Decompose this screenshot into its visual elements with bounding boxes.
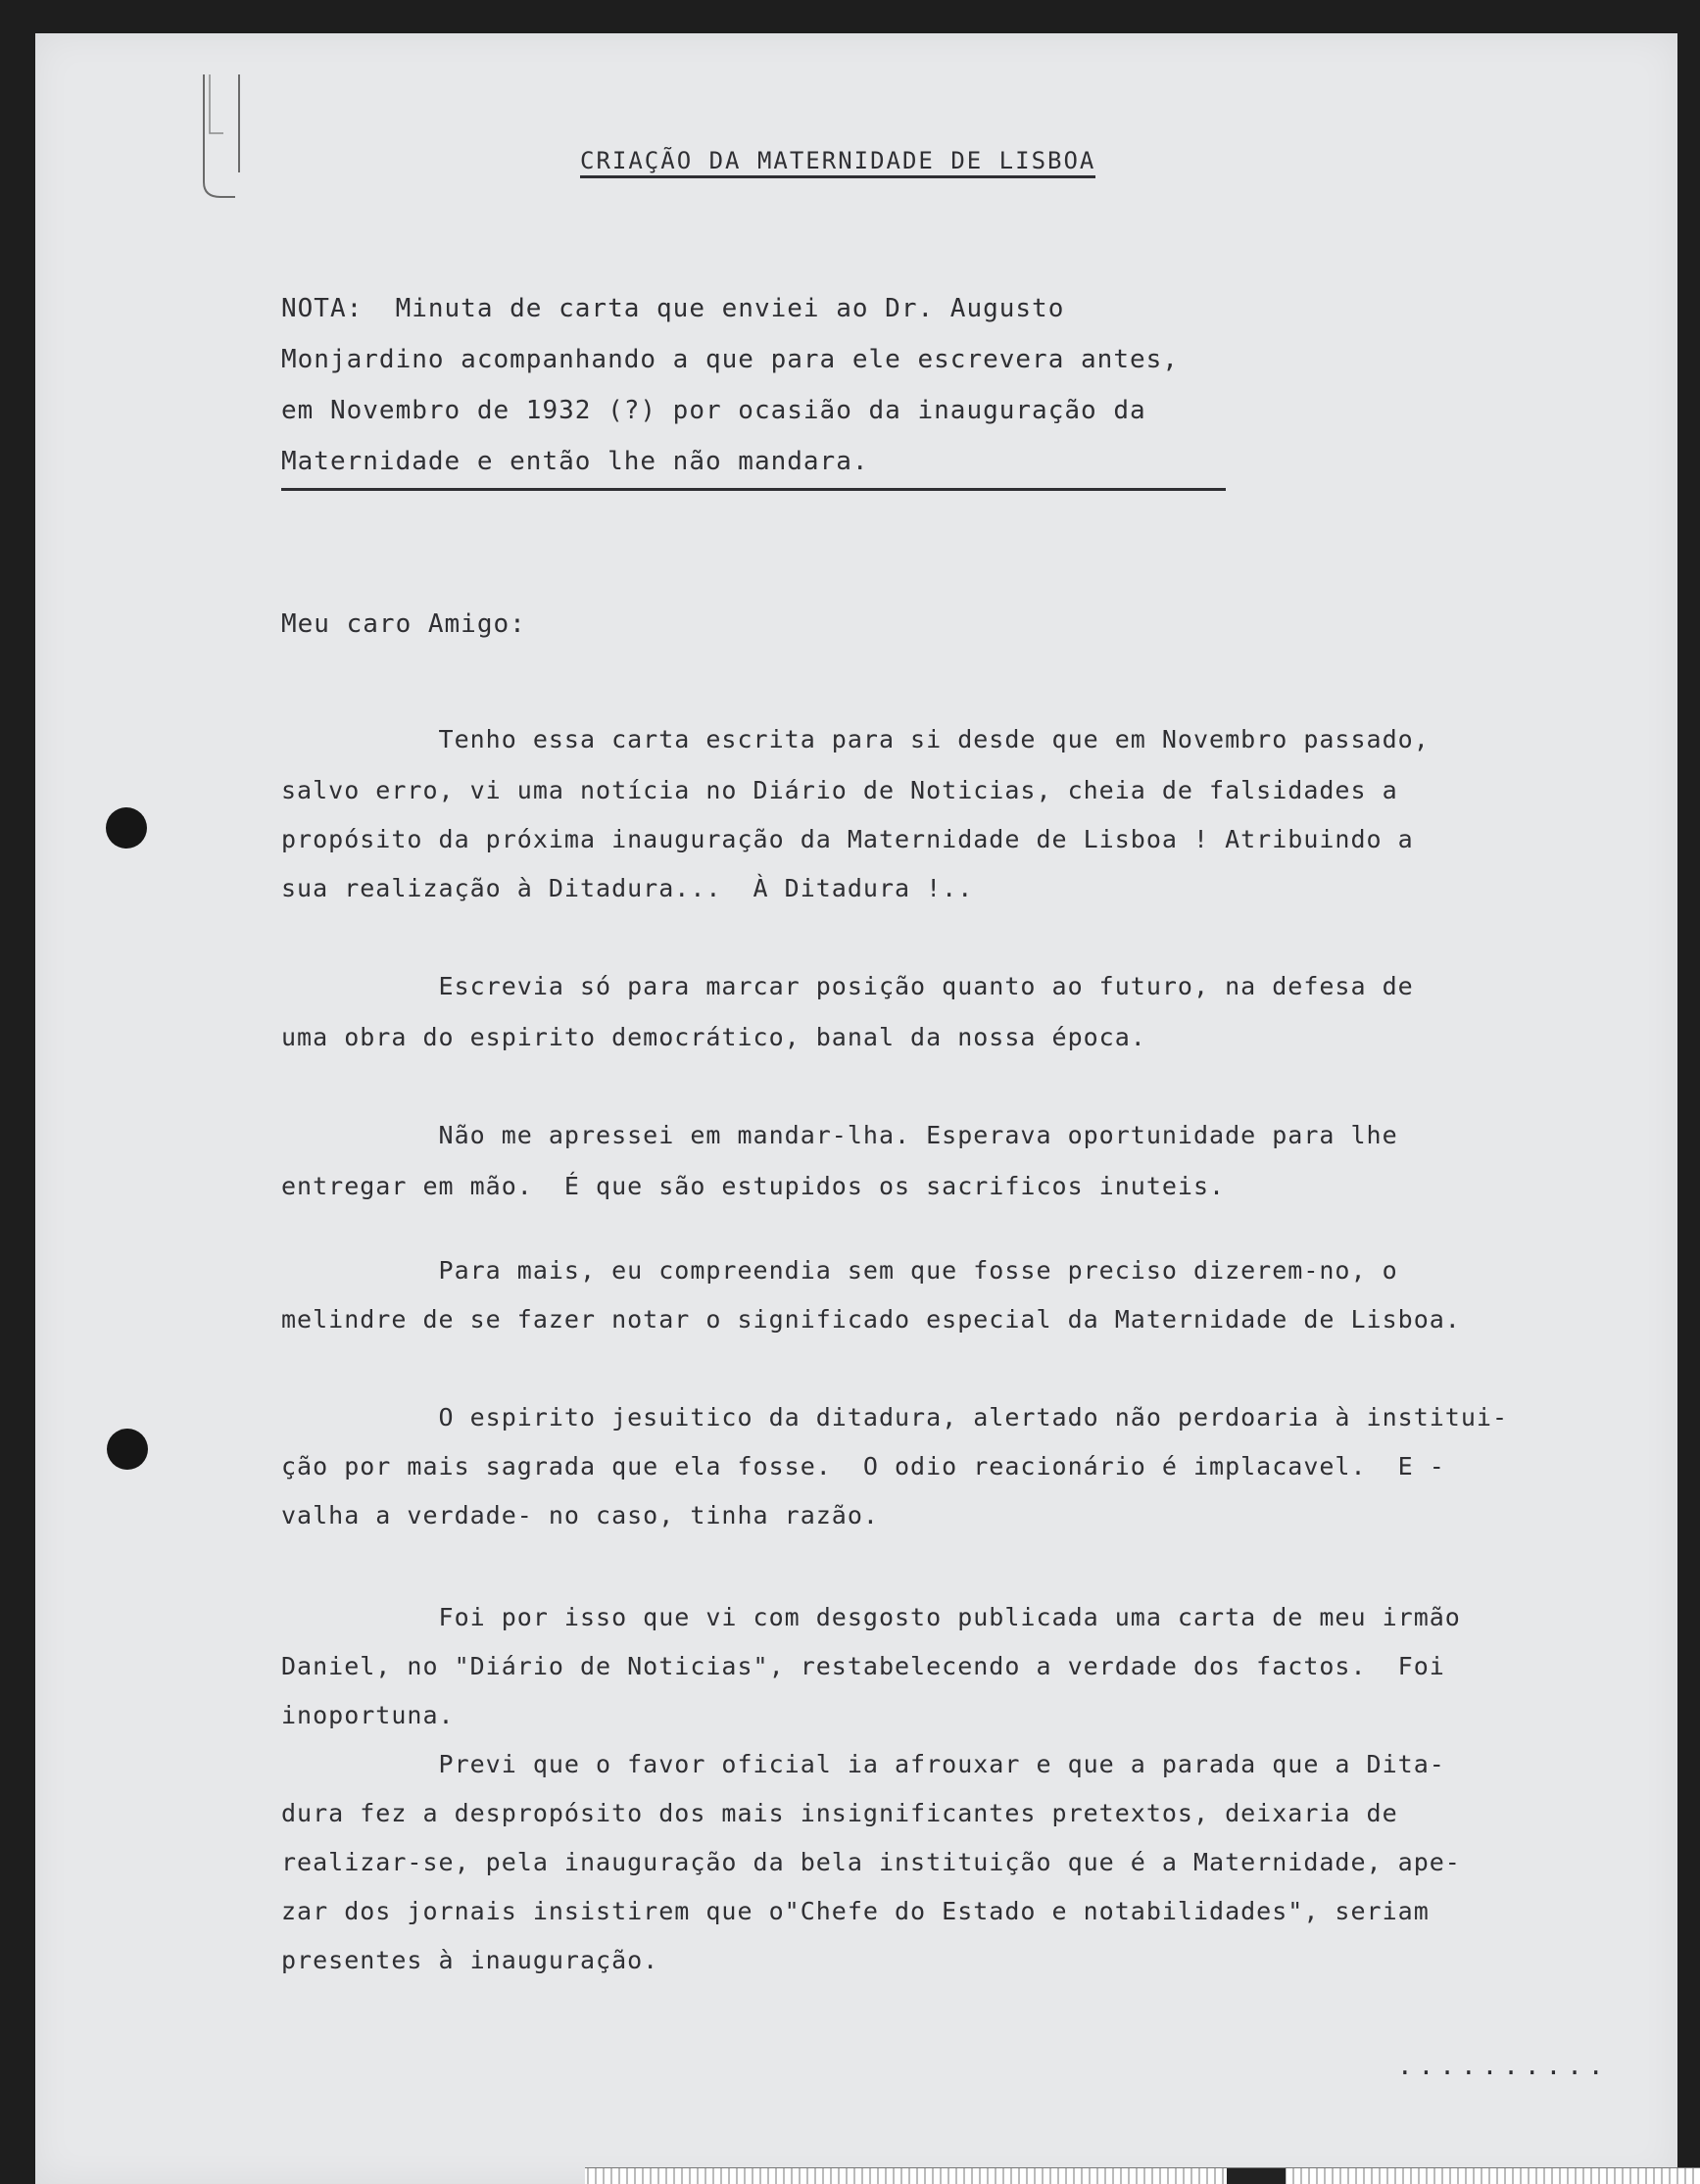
body-line: salvo erro, vi uma notícia no Diário de Noticias, cheia de falsidades a — [281, 776, 1398, 804]
body-line: Previ que o favor oficial ia afrouxar e que a parada que a Dita- — [281, 1750, 1445, 1778]
body-line: entregar em mão. É que são estupidos os sacrificos inuteis. — [281, 1172, 1226, 1200]
body-line: Para mais, eu compreendia sem que fosse preciso dizerem-no, o — [281, 1256, 1398, 1285]
body-line: zar dos jornais insistirem que o"Chefe do Estado e notabilidades", seriam — [281, 1897, 1430, 1925]
body-line: dura fez a despropósito dos mais insignificantes pretextos, deixaria de — [281, 1799, 1398, 1827]
body-line: Escrevia só para marcar posição quanto ao futuro, na defesa de — [281, 972, 1414, 1000]
body-line: Não me apressei em mandar-lha. Esperava oportunidade para lhe — [281, 1121, 1398, 1149]
body-line: melindre de se fazer notar o significado especial da Maternidade de Lisboa. — [281, 1305, 1461, 1334]
body-line: propósito da próxima inauguração da Maternidade de Lisboa ! Atribuindo a — [281, 825, 1414, 853]
body-line: Tenho essa carta escrita para si desde que em Novembro passado, — [281, 725, 1430, 753]
ruler-marker — [1227, 2168, 1286, 2184]
body-line: Foi por isso que vi com desgosto publicada uma carta de meu irmão — [281, 1603, 1461, 1631]
document-title: CRIAÇÃO DA MATERNIDADE DE LISBOA — [580, 147, 1095, 178]
body-line: sua realização à Ditadura... À Ditadura !.. — [281, 874, 974, 902]
salutation: Meu caro Amigo: — [281, 609, 526, 639]
punch-hole — [106, 807, 147, 849]
body-line: Daniel, no "Diário de Noticias", restabelecendo a verdade dos factos. Foi — [281, 1652, 1445, 1680]
staple-mark — [196, 65, 255, 202]
body-line: valha a verdade- no caso, tinha razão. — [281, 1501, 879, 1529]
note-underline — [281, 488, 1226, 491]
body-line: inoportuna. — [281, 1701, 455, 1729]
punch-hole — [107, 1429, 148, 1470]
note-line: NOTA: Minuta de carta que enviei ao Dr. Augusto — [281, 294, 1065, 323]
note-line: em Novembro de 1932 (?) por ocasião da inauguração da — [281, 396, 1146, 425]
note-line: Monjardino acompanhando a que para ele escrevera antes, — [281, 345, 1179, 374]
body-line: presentes à inauguração. — [281, 1946, 659, 1974]
continuation-dots: .......... — [1397, 2052, 1610, 2081]
note-line: Maternidade e então lhe não mandara. — [281, 447, 869, 476]
body-line: O espirito jesuitico da ditadura, alertado não perdoaria à institui- — [281, 1403, 1508, 1432]
scale-ruler — [585, 2167, 1700, 2184]
body-line: ção por mais sagrada que ela fosse. O odio reacionário é implacavel. E - — [281, 1452, 1445, 1480]
body-line: uma obra do espirito democrático, banal da nossa época. — [281, 1023, 1146, 1051]
body-line: realizar-se, pela inauguração da bela instituição que é a Maternidade, ape- — [281, 1848, 1461, 1876]
